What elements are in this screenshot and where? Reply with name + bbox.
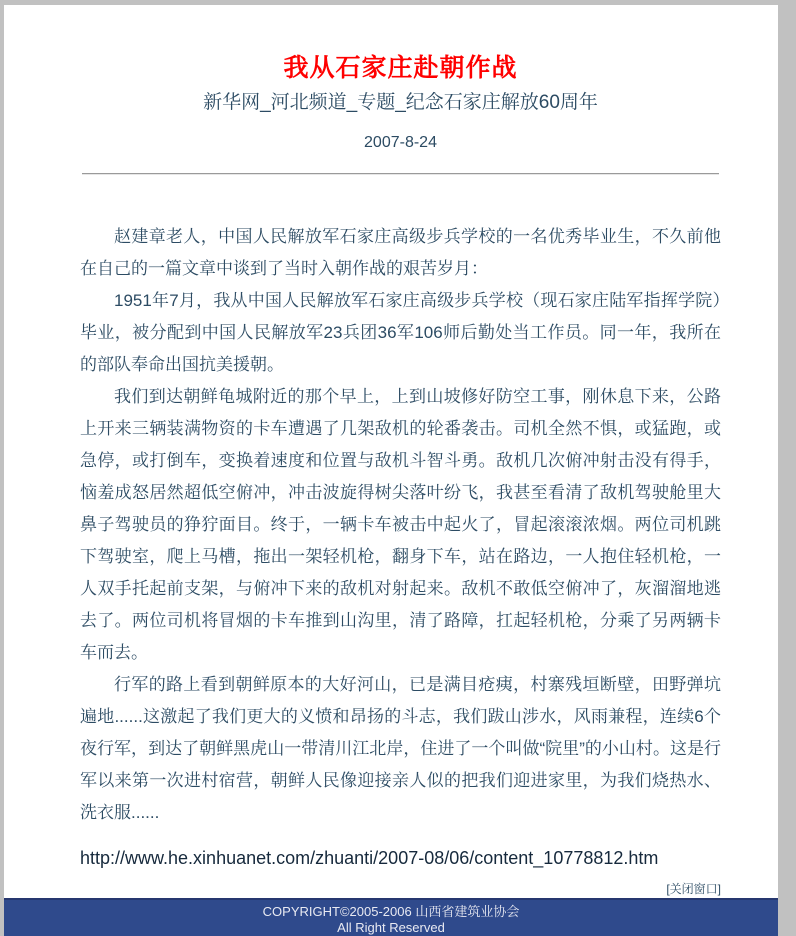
paragraph: 赵建章老人，中国人民解放军石家庄高级步兵学校的一名优秀毕业生，不久前他在自己的一篇文章中谈到了当时入朝作战的艰苦岁月：: [80, 226, 721, 278]
page-title: 我从石家庄赴朝作战: [283, 54, 518, 82]
paragraph: 行军的路上看到朝鲜原本的大好河山，已是满目疮痍，村寨残垣断壁，田野弹坑遍地......这激起了我们更大的义愤和昂扬的斗志，我们跋山涉水，风雨兼程，连续6个夜行军，到达了朝鲜黑虎山一带清川江北岸，住进了一个叫做“院里”的小山村。这是行军以来第一次进村宿营，朝鲜人民像迎接亲人似的把我们迎进家里，为我们烧热水、洗衣服......: [80, 674, 721, 822]
article-body: [80, 221, 721, 829]
divider: [82, 173, 719, 175]
close-window-row: [80, 880, 721, 898]
paragraph: 我们到达朝鲜龟城附近的那个早上，上到山坡修好防空工事，刚休息下来，公路上开来三辆装满物资的卡车遭遇了几架敌机的轮番袭击。司机全然不惧，或猛跑，或急停，或打倒车，变换着速度和位置与敌机斗智斗勇。敌机几次俯冲射击没有得手，恼羞成怒居然超低空俯冲，冲击波旋得树尖落叶纷飞，我甚至看清了敌机驾驶舱里大鼻子驾驶员的狰狞面目。终于，一辆卡车被击中起火了，冒起滚滚浓烟。两位司机跳下驾驶室，爬上马槽，拖出一架轻机枪，翻身下车，站在路边，一人抱住轻机枪，一人双手托起前支架，与俯冲下来的敌机对射起来。敌机不敢低空俯冲了，灰溜溜地逃去了。两位司机将冒烟的卡车推到山沟里，清了路障，扛起轻机枪，分乘了另两辆卡车而去。: [80, 386, 721, 662]
page-footer: [4, 898, 778, 936]
footer-rights: All Right Reserved: [337, 919, 445, 935]
footer-copyright: COPYRIGHT©2005-2006 山西省建筑业协会: [262, 903, 520, 919]
article-subtitle: 新华网_河北频道_专题_纪念石家庄解放60周年: [203, 91, 598, 113]
article-content: [4, 5, 778, 898]
article-page: [4, 5, 778, 935]
source-url[interactable]: http://www.he.xinhuanet.com/zhuanti/2007-08/06/content_10778812.htm: [80, 847, 659, 868]
article-date: 2007-8-24: [364, 134, 437, 152]
paragraph: 1951年7月，我从中国人民解放军石家庄高级步兵学校（现石家庄陆军指挥学院）毕业，被分配到中国人民解放军23兵团36军106师后勤处当工作员。同一年，我所在的部队奉命出国抗美援朝。: [80, 290, 721, 374]
close-window-link[interactable]: [关闭窗口]: [666, 881, 721, 896]
